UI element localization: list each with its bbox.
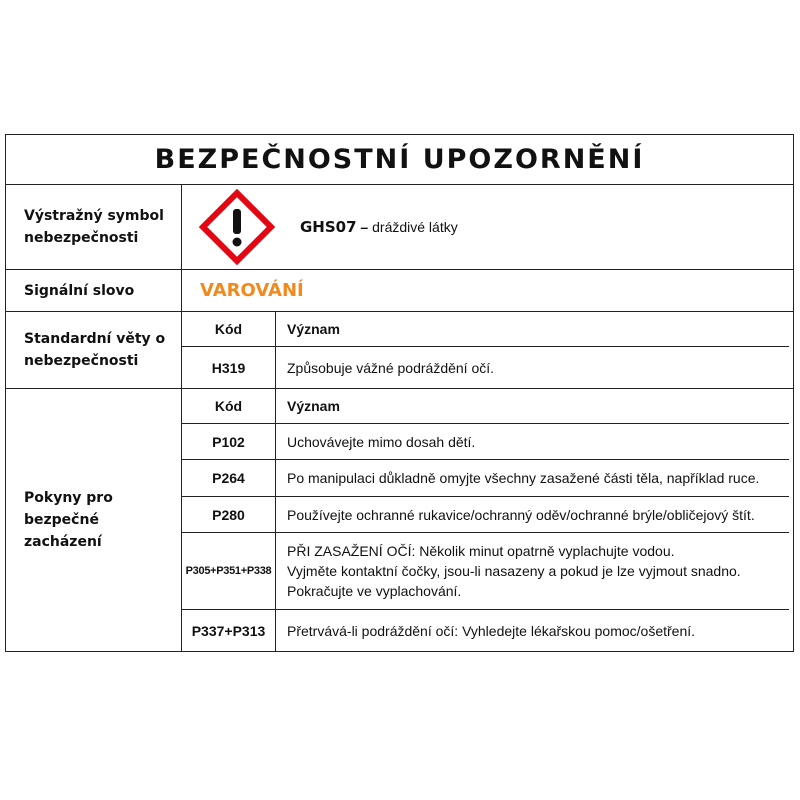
signal-word-value: VAROVÁNÍ bbox=[200, 280, 304, 301]
ghs-code: GHS07 bbox=[300, 218, 357, 236]
statement-code: P280 bbox=[212, 506, 245, 523]
statement-text: Způsobuje vážné podráždění očí. bbox=[287, 359, 495, 376]
statement-code: P102 bbox=[212, 433, 245, 450]
column-header-meaning: Význam bbox=[287, 398, 340, 414]
statement-text: Po manipulaci důkladně omyjte všechny zasažené části těla, například ruce. bbox=[287, 470, 760, 486]
statement-code: P305+P351+P338 bbox=[185, 565, 272, 577]
statement-line: Vyjměte kontaktní čočky, jsou-li nasazeny a pokud je lze vyjmout snadno. bbox=[287, 563, 741, 579]
statement-line: PŘI ZASAŽENÍ OČÍ: Několik minut opatrně vyplachujte vodou. bbox=[287, 543, 675, 559]
column-header-code: Kód bbox=[214, 321, 243, 337]
statement-text: Uchovávejte mimo dosah dětí. bbox=[287, 433, 476, 450]
signal-word-label: Signální slovo bbox=[24, 282, 135, 299]
statement-code: P264 bbox=[212, 470, 245, 486]
ghs-classification bbox=[300, 185, 780, 269]
column-header-code: Kód bbox=[214, 398, 243, 414]
ghs-separator: – bbox=[356, 219, 373, 235]
statement-code: H319 bbox=[211, 359, 246, 376]
statement-line: Pokračujte ve vyplachování. bbox=[287, 583, 462, 599]
statement-text: Přetrvává-li podráždění očí: Vyhledejte lékařskou pomoc/ošetření. bbox=[287, 622, 696, 639]
column-header-meaning: Význam bbox=[287, 321, 340, 337]
page-title: BEZPEČNOSTNÍ UPOZORNĚNÍ bbox=[6, 135, 793, 185]
hazard-symbol-label: Výstražný symbol nebezpečnosti bbox=[24, 208, 164, 246]
safety-notice-table bbox=[5, 134, 794, 652]
precautionary-statements-label: Pokyny pro bezpečné zacházení bbox=[24, 490, 113, 550]
ghs-description: dráždivé látky bbox=[372, 219, 458, 235]
ghs07-exclamation-icon bbox=[197, 185, 277, 269]
statement-text-multiline bbox=[276, 533, 786, 609]
statement-code: P337+P313 bbox=[191, 622, 266, 639]
statement-text: Používejte ochranné rukavice/ochranný oděv/ochranné brýle/obličejový štít. bbox=[287, 506, 755, 523]
hazard-statements-label: Standardní věty o nebezpečnosti bbox=[24, 331, 166, 369]
